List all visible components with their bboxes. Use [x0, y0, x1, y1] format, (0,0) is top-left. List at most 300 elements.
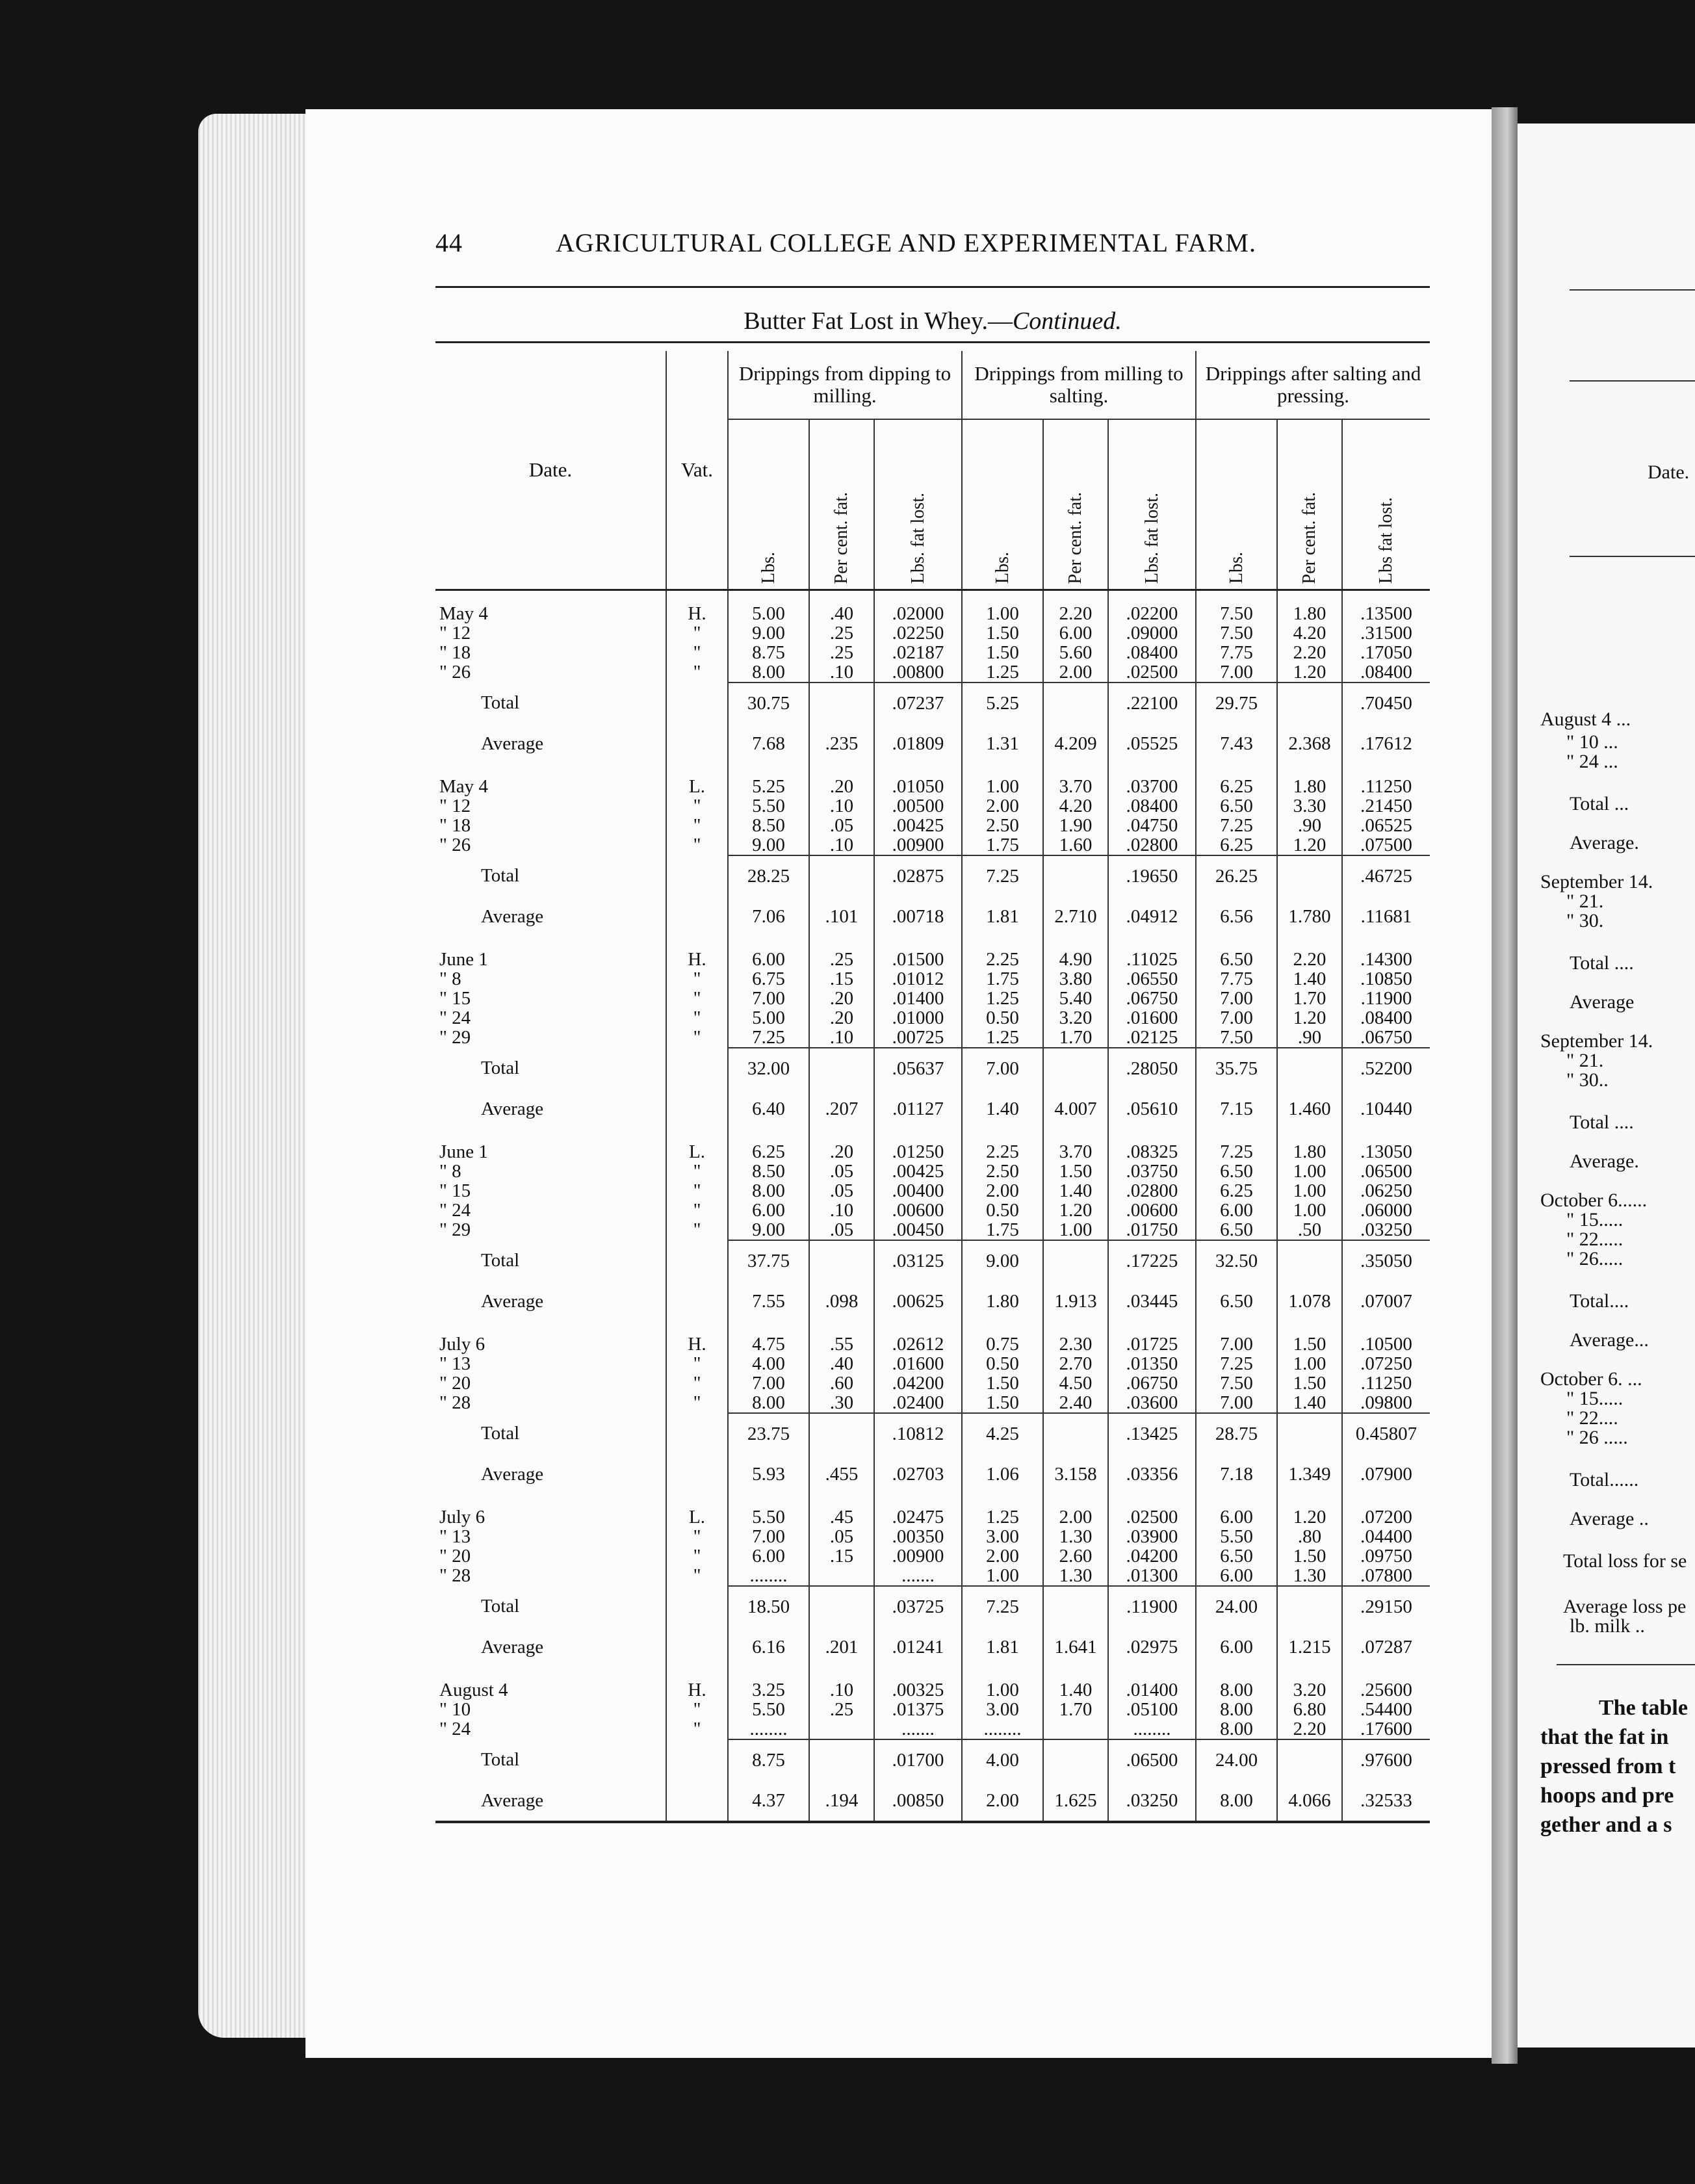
average-cell-lbs-c: 7.43 [1196, 723, 1277, 764]
table-row [435, 796, 1430, 816]
cell-fat-a: .00800 [874, 662, 962, 682]
cell-pct-a: .20 [809, 764, 874, 796]
cell-lbs-b: 1.25 [962, 989, 1043, 1008]
cell-fat-b: .02800 [1108, 835, 1196, 855]
total-cell-pct-b [1043, 1413, 1108, 1454]
cell-lbs-a: 5.50 [728, 1700, 809, 1719]
average-row [435, 1089, 1430, 1129]
cell-lbs-b: 1.00 [962, 764, 1043, 796]
cell-pct-c: 1.50 [1277, 1546, 1342, 1566]
cell-fat-a: .00425 [874, 1162, 962, 1181]
total-cell-lbs-c: 28.75 [1196, 1413, 1277, 1454]
running-title: AGRICULTURAL COLLEGE AND EXPERIMENTAL FARM. [556, 228, 1256, 257]
vat-cell: " [666, 1162, 728, 1181]
cell-fat-c: .13500 [1342, 590, 1430, 624]
cell-fat-c: .07500 [1342, 835, 1430, 855]
right-page-line: " 10 ... [1566, 731, 1618, 753]
cell-pct-c: 1.00 [1277, 1201, 1342, 1220]
cell-fat-b: .01300 [1108, 1566, 1196, 1586]
average-cell-lbs-c: 7.15 [1196, 1089, 1277, 1129]
average-cell-lbs-a: 7.06 [728, 896, 809, 937]
total-row [435, 682, 1430, 723]
cell-pct-b: 1.30 [1043, 1566, 1108, 1586]
right-page-line: " 26 ..... [1566, 1427, 1628, 1448]
average-cell-pct-b: 4.209 [1043, 723, 1108, 764]
cell-fat-a: .01375 [874, 1700, 962, 1719]
cell-pct-a: .55 [809, 1321, 874, 1354]
cell-fat-a: .02400 [874, 1393, 962, 1413]
vat-cell: " [666, 835, 728, 855]
col-header-vat: Vat. [666, 351, 728, 590]
cell-fat-a: .02250 [874, 623, 962, 643]
cell-lbs-c: 6.25 [1196, 1181, 1277, 1201]
right-page-line: Average. [1570, 832, 1639, 853]
cell-pct-b: 1.70 [1043, 1028, 1108, 1048]
total-cell-pct-c [1277, 1413, 1342, 1454]
total-cell-lbs-c: 35.75 [1196, 1048, 1277, 1089]
cell-lbs-a: 6.25 [728, 1129, 809, 1162]
total-cell-pct-b [1043, 1586, 1108, 1627]
average-label: Average [481, 1098, 544, 1119]
table-row [435, 1546, 1430, 1566]
vat-cell: " [666, 1354, 728, 1373]
right-page-line: Total .... [1570, 1112, 1634, 1133]
total-cell-fat-a: .07237 [874, 682, 962, 723]
cell-fat-b: .05100 [1108, 1700, 1196, 1719]
vat-cell [666, 1739, 728, 1780]
average-cell-lbs-b: 2.00 [962, 1780, 1043, 1822]
cell-pct-c: 3.20 [1277, 1667, 1342, 1700]
average-cell-lbs-a: 6.40 [728, 1089, 809, 1129]
total-cell-lbs-b: 7.25 [962, 855, 1043, 896]
cell-pct-b: 2.70 [1043, 1354, 1108, 1373]
table-row [435, 1028, 1430, 1048]
cell-pct-b: 5.40 [1043, 989, 1108, 1008]
table-row [435, 1181, 1430, 1201]
cell-lbs-c: 7.25 [1196, 816, 1277, 835]
vat-cell: H. [666, 937, 728, 969]
cell-pct-c: .90 [1277, 1028, 1342, 1048]
vat-cell: " [666, 1028, 728, 1048]
right-page-line: " 21. [1566, 1050, 1604, 1071]
cell-pct-a: .20 [809, 1008, 874, 1028]
cell-pct-b: 2.00 [1043, 662, 1108, 682]
cell-pct-b: 3.70 [1043, 764, 1108, 796]
table-row [435, 816, 1430, 835]
right-page-line: September 14. [1540, 1030, 1653, 1052]
cell-pct-b: 4.20 [1043, 796, 1108, 816]
cell-lbs-c: 7.00 [1196, 1393, 1277, 1413]
total-label: Total [481, 865, 520, 886]
right-page-body-line: pressed from t [1540, 1754, 1676, 1778]
vat-cell: H. [666, 1321, 728, 1354]
cell-lbs-a: 8.75 [728, 643, 809, 662]
right-page-line: Total.... [1570, 1290, 1629, 1312]
average-cell-fat-a: .00625 [874, 1281, 962, 1321]
cell-fat-b: .08325 [1108, 1129, 1196, 1162]
date-cell: " 24 [439, 1719, 471, 1739]
caption-rule [435, 341, 1430, 343]
total-cell-lbs-c: 29.75 [1196, 682, 1277, 723]
right-page-rule [1557, 1664, 1695, 1665]
cell-pct-c: 1.50 [1277, 1373, 1342, 1393]
average-cell-fat-b: .05610 [1108, 1089, 1196, 1129]
average-label: Average [481, 1290, 544, 1312]
cell-lbs-c: 6.50 [1196, 937, 1277, 969]
table-row [435, 1201, 1430, 1220]
date-cell: " 26 [439, 835, 471, 855]
table-row [435, 1667, 1430, 1700]
cell-lbs-a: 8.00 [728, 1393, 809, 1413]
total-row [435, 855, 1430, 896]
cell-fat-a: .02475 [874, 1494, 962, 1527]
average-label: Average [435, 1780, 666, 1822]
cell-fat-c: .09750 [1342, 1546, 1430, 1566]
cell-fat-c: .06250 [1342, 1181, 1430, 1201]
cell-fat-a: .00325 [874, 1667, 962, 1700]
table-row [435, 1527, 1430, 1546]
vat-cell: " [666, 1393, 728, 1413]
vat-cell [666, 1454, 728, 1494]
right-page-rule [1570, 556, 1695, 557]
caption-main: Butter Fat Lost in Whey.— [744, 307, 1013, 335]
table-row [435, 1162, 1430, 1181]
cell-fat-a: ....... [874, 1719, 962, 1739]
cell-pct-a: .10 [809, 1667, 874, 1700]
table-row [435, 835, 1430, 855]
total-cell-pct-b [1043, 1739, 1108, 1780]
cell-pct-a: .10 [809, 835, 874, 855]
cell-pct-a [809, 1566, 874, 1586]
average-cell-fat-a: .00718 [874, 896, 962, 937]
total-cell-fat-c: .29150 [1342, 1586, 1430, 1627]
cell-pct-c: 1.20 [1277, 1494, 1342, 1527]
right-page-line: " 22..... [1566, 1228, 1624, 1250]
cell-lbs-b: 2.50 [962, 1162, 1043, 1181]
table-row [435, 1354, 1430, 1373]
cell-pct-a: .25 [809, 937, 874, 969]
right-page-line: " 26..... [1566, 1248, 1624, 1269]
cell-fat-c: .21450 [1342, 796, 1430, 816]
total-cell-pct-a [809, 1413, 874, 1454]
total-cell-pct-a [809, 1586, 874, 1627]
total-cell-lbs-a: 30.75 [728, 682, 809, 723]
total-cell-lbs-b: 4.25 [962, 1413, 1043, 1454]
book-gutter [1492, 107, 1518, 2064]
average-cell-pct-a: .235 [809, 723, 874, 764]
cell-fat-c: .10500 [1342, 1321, 1430, 1354]
average-row [435, 896, 1430, 937]
cell-pct-a: .05 [809, 1181, 874, 1201]
cell-pct-c: 4.20 [1277, 623, 1342, 643]
total-cell-pct-b [1043, 1240, 1108, 1281]
vat-cell [666, 1627, 728, 1667]
cell-lbs-a: 9.00 [728, 1220, 809, 1240]
right-page-line: " 21. [1566, 890, 1604, 912]
cell-lbs-a: 4.00 [728, 1354, 809, 1373]
cell-fat-a: .02000 [874, 590, 962, 624]
average-cell-lbs-c: 7.18 [1196, 1454, 1277, 1494]
cell-pct-b: 1.50 [1043, 1162, 1108, 1181]
group-header-after-salting: Drippings after salting and pressing. [1196, 351, 1430, 419]
average-cell-pct-c: 1.215 [1277, 1627, 1342, 1667]
table-row [435, 643, 1430, 662]
cell-lbs-b: 1.25 [962, 1494, 1043, 1527]
cell-pct-c: 1.80 [1277, 764, 1342, 796]
average-cell-fat-b: .02975 [1108, 1627, 1196, 1667]
cell-pct-a: .10 [809, 1201, 874, 1220]
vat-cell [666, 1089, 728, 1129]
table-row [435, 1321, 1430, 1354]
total-row [435, 1048, 1430, 1089]
average-cell-pct-b: 1.913 [1043, 1281, 1108, 1321]
vat-cell [666, 723, 728, 764]
cell-fat-c: .13050 [1342, 1129, 1430, 1162]
cell-fat-a: .01000 [874, 1008, 962, 1028]
total-cell-pct-a [809, 1240, 874, 1281]
cell-lbs-b: 0.75 [962, 1321, 1043, 1354]
cell-pct-b: 3.70 [1043, 1129, 1108, 1162]
vat-cell: " [666, 1201, 728, 1220]
total-cell-pct-a [809, 855, 874, 896]
vat-cell: H. [666, 590, 728, 624]
total-cell-lbs-c: 26.25 [1196, 855, 1277, 896]
average-cell-pct-a: .201 [809, 1627, 874, 1667]
vat-cell: " [666, 1008, 728, 1028]
cell-lbs-b: 1.50 [962, 643, 1043, 662]
date-cell: " 15 [439, 989, 471, 1008]
cell-pct-a: .40 [809, 1354, 874, 1373]
date-cell: " 13 [439, 1354, 471, 1373]
right-page-line: lb. milk .. [1570, 1615, 1645, 1637]
cell-lbs-b: 2.50 [962, 816, 1043, 835]
date-cell: " 24 [439, 1008, 471, 1028]
date-cell: " 12 [439, 796, 471, 816]
cell-pct-b: 1.70 [1043, 1700, 1108, 1719]
cell-lbs-b: ........ [962, 1719, 1043, 1739]
cell-lbs-b: 3.00 [962, 1700, 1043, 1719]
average-cell-lbs-b: 1.31 [962, 723, 1043, 764]
table-row [435, 1373, 1430, 1393]
total-cell-fat-a: .02875 [874, 855, 962, 896]
date-cell: " 26 [439, 662, 471, 682]
vat-cell [666, 855, 728, 896]
right-page-line: " 22.... [1566, 1407, 1618, 1429]
total-cell-fat-a: .03125 [874, 1240, 962, 1281]
cell-lbs-a: 7.00 [728, 989, 809, 1008]
vat-cell: " [666, 662, 728, 682]
table-row [435, 662, 1430, 682]
total-cell-lbs-b: 5.25 [962, 682, 1043, 723]
cell-lbs-a: 8.50 [728, 816, 809, 835]
cell-fat-b: .06750 [1108, 989, 1196, 1008]
table-row [435, 989, 1430, 1008]
total-cell-lbs-c: 32.50 [1196, 1240, 1277, 1281]
cell-pct-a: .45 [809, 1494, 874, 1527]
cell-lbs-b: 2.00 [962, 1181, 1043, 1201]
cell-lbs-c: 6.50 [1196, 1546, 1277, 1566]
average-cell-fat-a: .01241 [874, 1627, 962, 1667]
cell-lbs-a: 6.75 [728, 969, 809, 989]
vat-cell: " [666, 623, 728, 643]
right-page-line: Total loss for se [1563, 1550, 1687, 1572]
average-cell-pct-a: .207 [809, 1089, 874, 1129]
cell-fat-a: .00500 [874, 796, 962, 816]
cell-fat-b: .02500 [1108, 662, 1196, 682]
total-row [435, 1739, 1430, 1780]
cell-fat-a: .00450 [874, 1220, 962, 1240]
total-cell-pct-a [809, 1048, 874, 1089]
cell-lbs-b: 3.00 [962, 1527, 1043, 1546]
cell-lbs-b: 1.25 [962, 662, 1043, 682]
average-cell-pct-c: 1.780 [1277, 896, 1342, 937]
cell-pct-b: 2.20 [1043, 590, 1108, 624]
cell-fat-a: .00425 [874, 816, 962, 835]
cell-fat-a: .01050 [874, 764, 962, 796]
cell-fat-c: .14300 [1342, 937, 1430, 969]
total-cell-fat-c: .52200 [1342, 1048, 1430, 1089]
cell-lbs-b: 1.50 [962, 1393, 1043, 1413]
average-cell-fat-b: .03356 [1108, 1454, 1196, 1494]
date-cell: " 15 [439, 1181, 471, 1201]
cell-lbs-a: 4.75 [728, 1321, 809, 1354]
cell-pct-c: .80 [1277, 1527, 1342, 1546]
right-page-line: " 30. [1566, 910, 1604, 931]
cell-lbs-b: 1.75 [962, 969, 1043, 989]
cell-fat-b: .00600 [1108, 1201, 1196, 1220]
average-row [435, 1454, 1430, 1494]
average-cell-fat-b: .05525 [1108, 723, 1196, 764]
table-row [435, 1008, 1430, 1028]
average-label: Average [481, 1636, 544, 1658]
table-row [435, 764, 1430, 796]
cell-pct-c: 6.80 [1277, 1700, 1342, 1719]
total-cell-fat-b: .06500 [1108, 1739, 1196, 1780]
total-label: Total [481, 692, 520, 713]
cell-pct-a: .05 [809, 1220, 874, 1240]
cell-pct-a: .05 [809, 1162, 874, 1181]
subheader-per-cent-fat: Per cent. fat. [809, 419, 874, 590]
cell-fat-c: .06525 [1342, 816, 1430, 835]
cell-fat-b: .06750 [1108, 1373, 1196, 1393]
total-cell-pct-b [1043, 682, 1108, 723]
total-cell-pct-a [809, 682, 874, 723]
cell-pct-b: 2.00 [1043, 1494, 1108, 1527]
vat-cell: L. [666, 1129, 728, 1162]
average-cell-lbs-b: 1.81 [962, 896, 1043, 937]
cell-fat-c: .31500 [1342, 623, 1430, 643]
cell-lbs-c: 6.50 [1196, 796, 1277, 816]
cell-pct-b: 1.20 [1043, 1201, 1108, 1220]
cell-fat-c: .10850 [1342, 969, 1430, 989]
vat-cell [666, 1048, 728, 1089]
subheader-lbs-fat-lost: Lbs fat lost. [1342, 419, 1430, 590]
butter-fat-table [435, 351, 1430, 1823]
cell-fat-b: .02200 [1108, 590, 1196, 624]
vat-cell [666, 1240, 728, 1281]
total-cell-fat-c: .70450 [1342, 682, 1430, 723]
vat-cell: " [666, 1527, 728, 1546]
cell-pct-a: .25 [809, 1700, 874, 1719]
date-cell: July 6 [439, 1507, 485, 1527]
average-cell-lbs-c: 8.00 [1196, 1780, 1277, 1822]
cell-fat-c: .06500 [1342, 1162, 1430, 1181]
cell-lbs-a: 9.00 [728, 623, 809, 643]
cell-lbs-b: 1.75 [962, 835, 1043, 855]
cell-fat-c: .25600 [1342, 1667, 1430, 1700]
right-page-line: " 24 ... [1566, 751, 1618, 772]
average-cell-fat-c: .32533 [1342, 1780, 1430, 1822]
cell-lbs-c: 8.00 [1196, 1719, 1277, 1739]
average-row [435, 1281, 1430, 1321]
cell-pct-b: 2.40 [1043, 1393, 1108, 1413]
average-cell-pct-a: .101 [809, 896, 874, 937]
cell-pct-c: 1.40 [1277, 969, 1342, 989]
date-cell: " 20 [439, 1373, 471, 1393]
average-cell-pct-c: 2.368 [1277, 723, 1342, 764]
average-cell-fat-a: .00850 [874, 1780, 962, 1822]
cell-lbs-a: 8.50 [728, 1162, 809, 1181]
cell-lbs-c: 7.50 [1196, 590, 1277, 624]
total-cell-fat-a: .05637 [874, 1048, 962, 1089]
vat-cell: " [666, 796, 728, 816]
cell-fat-b: .04750 [1108, 816, 1196, 835]
total-cell-lbs-b: 9.00 [962, 1240, 1043, 1281]
cell-pct-a: .05 [809, 1527, 874, 1546]
cell-fat-b: ........ [1108, 1719, 1196, 1739]
cell-lbs-b: 2.00 [962, 1546, 1043, 1566]
cell-lbs-c: 6.50 [1196, 1162, 1277, 1181]
cell-lbs-c: 6.00 [1196, 1566, 1277, 1586]
total-cell-fat-b: .11900 [1108, 1586, 1196, 1627]
total-label: Total [481, 1250, 520, 1271]
average-label: Average [481, 1463, 544, 1485]
cell-pct-c: 1.00 [1277, 1162, 1342, 1181]
cell-lbs-b: 1.25 [962, 1028, 1043, 1048]
average-cell-pct-a: .194 [809, 1780, 874, 1822]
group-header-dipping-to-milling: Drippings from dipping to milling. [728, 351, 962, 419]
subheader-lbs: Lbs. [962, 419, 1043, 590]
cell-pct-b: 4.90 [1043, 937, 1108, 969]
average-cell-pct-c: 1.460 [1277, 1089, 1342, 1129]
average-cell-pct-b: 3.158 [1043, 1454, 1108, 1494]
average-label: Average [481, 733, 544, 754]
cell-fat-b: .09000 [1108, 623, 1196, 643]
total-cell-fat-a: .03725 [874, 1586, 962, 1627]
cell-fat-b: .02125 [1108, 1028, 1196, 1048]
cell-pct-a: .20 [809, 1129, 874, 1162]
right-page-header: Date. [1648, 462, 1690, 483]
total-cell-lbs-c: 24.00 [1196, 1739, 1277, 1780]
right-page-line: Total...... [1570, 1469, 1639, 1490]
cell-pct-c: 1.70 [1277, 989, 1342, 1008]
total-row [435, 1586, 1430, 1627]
total-cell-fat-b: .17225 [1108, 1240, 1196, 1281]
total-cell-pct-c [1277, 1240, 1342, 1281]
table-row [435, 590, 1430, 624]
right-page-rule [1570, 380, 1695, 382]
cell-fat-b: .01400 [1108, 1667, 1196, 1700]
cell-lbs-c: 7.00 [1196, 1008, 1277, 1028]
vat-cell [666, 1413, 728, 1454]
right-page-line: October 6. ... [1540, 1368, 1642, 1390]
cell-lbs-c: 6.00 [1196, 1201, 1277, 1220]
cell-fat-c: .06750 [1342, 1028, 1430, 1048]
cell-lbs-c: 8.00 [1196, 1700, 1277, 1719]
date-cell: " 28 [439, 1393, 471, 1413]
cell-fat-a: .01012 [874, 969, 962, 989]
cell-fat-c: .11250 [1342, 764, 1430, 796]
